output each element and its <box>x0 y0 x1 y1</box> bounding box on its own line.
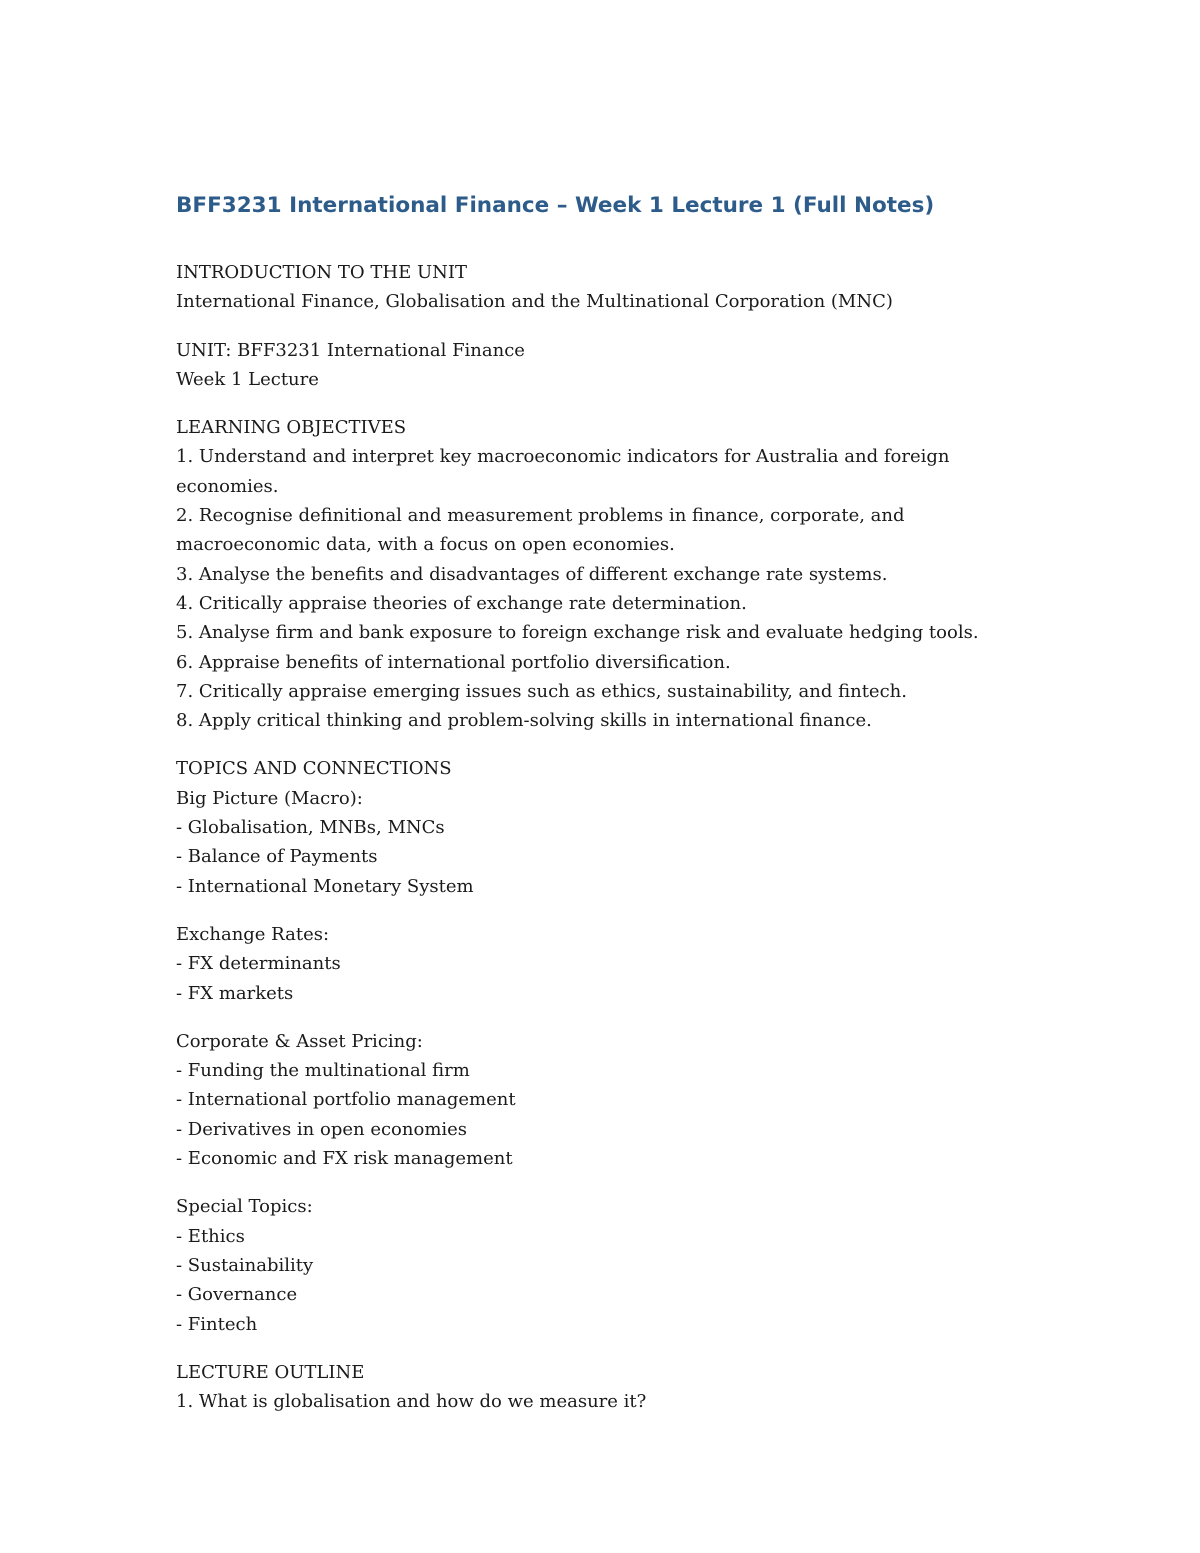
topic-item: - Governance <box>176 1284 298 1306</box>
document-body <box>176 190 1036 1435</box>
objective-item: 8. Apply critical thinking and problem-solving skills in international finance. <box>176 710 872 732</box>
topic-item: - Fintech <box>176 1313 258 1335</box>
intro-subtitle: International Finance, Globalisation and the Multinational Corporation (MNC) <box>176 291 893 313</box>
topic-item: - Sustainability <box>176 1254 314 1276</box>
topic-group-label: Special Topics: <box>176 1196 313 1218</box>
outline-item: 1. What is globalisation and how do we measure it? <box>176 1391 647 1413</box>
topic-item: - Balance of Payments <box>176 846 378 868</box>
topic-item: - Globalisation, MNBs, MNCs <box>176 817 445 839</box>
objective-item: 6. Appraise benefits of international portfolio diversification. <box>176 651 731 673</box>
objective-item: 4. Critically appraise theories of exchange rate determination. <box>176 592 747 614</box>
topic-item: - Economic and FX risk management <box>176 1148 513 1170</box>
lecture-outline-heading: LECTURE OUTLINE <box>176 1361 365 1383</box>
special-topics-section <box>176 1192 1036 1338</box>
intro-section <box>176 258 1036 317</box>
objective-item: 7. Critically appraise emerging issues such as ethics, sustainability, and fintech. <box>176 680 907 702</box>
topic-item: - Derivatives in open economies <box>176 1118 468 1140</box>
unit-week-line: Week 1 Lecture <box>176 368 319 390</box>
learning-objectives-section <box>176 413 1036 735</box>
document-title: BFF3231 International Finance – Week 1 Lecture 1 (Full Notes) <box>176 193 935 218</box>
intro-heading: INTRODUCTION TO THE UNIT <box>176 262 467 283</box>
topic-item: - FX markets <box>176 982 294 1004</box>
objective-item: 3. Analyse the benefits and disadvantages of different exchange rate systems. <box>176 563 888 585</box>
topics-section <box>176 754 1036 900</box>
lecture-outline-section <box>176 1358 1036 1417</box>
topic-item: - International Monetary System <box>176 875 474 897</box>
unit-code-line: UNIT: BFF3231 International Finance <box>176 339 525 361</box>
topics-heading: TOPICS AND CONNECTIONS <box>176 758 452 780</box>
exchange-rates-section <box>176 920 1036 1008</box>
objective-item: 2. Recognise definitional and measurement problems in finance, corporate, and macroeconomic data, with a focus on open economies. <box>176 505 905 556</box>
unit-section <box>176 336 1036 395</box>
learning-objectives-heading: LEARNING OBJECTIVES <box>176 417 407 439</box>
topic-item: - FX determinants <box>176 953 341 975</box>
topic-group-label: Corporate & Asset Pricing: <box>176 1030 423 1052</box>
topic-item: - Funding the multinational firm <box>176 1060 470 1082</box>
objective-item: 5. Analyse firm and bank exposure to foreign exchange risk and evaluate hedging tools. <box>176 622 979 644</box>
topic-item: - Ethics <box>176 1225 245 1247</box>
objective-item: 1. Understand and interpret key macroeconomic indicators for Australia and foreign economies. <box>176 446 950 497</box>
topic-group-label: Exchange Rates: <box>176 923 330 945</box>
corporate-section <box>176 1027 1036 1173</box>
topic-item: - International portfolio management <box>176 1089 516 1111</box>
topic-group-label: Big Picture (Macro): <box>176 787 363 809</box>
